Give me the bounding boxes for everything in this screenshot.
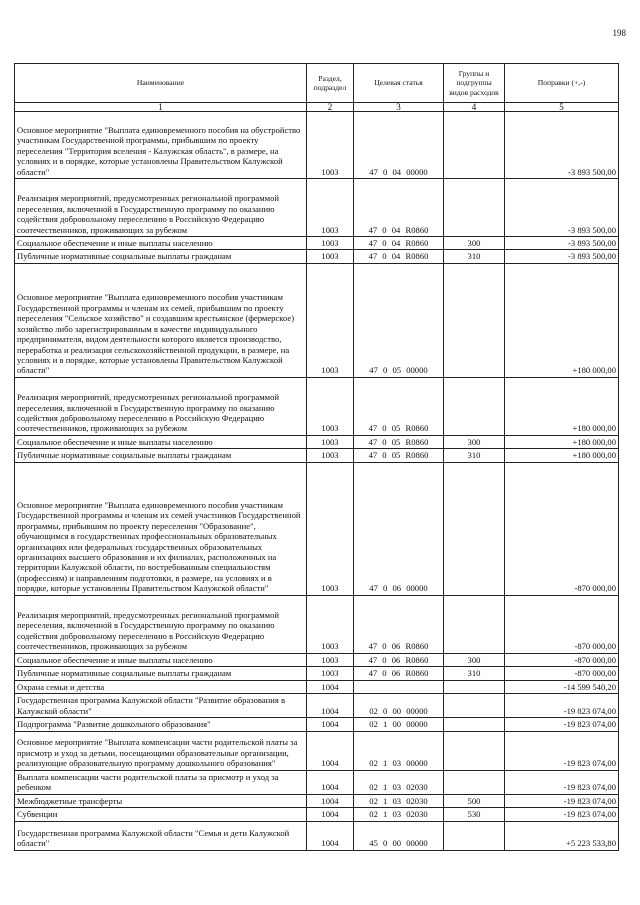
cell-amount: -19 823 074,00 — [505, 731, 619, 770]
cell-amount: -3 893 500,00 — [505, 179, 619, 237]
cell-group — [444, 377, 505, 435]
cell-article: 47 0 06 R0860 — [354, 667, 444, 680]
cell-article: 47 0 04 00000 — [354, 112, 444, 179]
cell-section: 1003 — [307, 653, 354, 666]
budget-amendments-table — [14, 63, 619, 851]
cell-name: Государственная программа Калужской области "Развитие образования в Калужской области" — [15, 694, 307, 718]
cell-amount: -3 893 500,00 — [505, 112, 619, 179]
cell-amount: -19 823 074,00 — [505, 718, 619, 731]
table-row — [15, 250, 619, 263]
cell-article — [354, 680, 444, 693]
cell-name: Основное мероприятие "Выплата единовременного пособия на обустройство участникам Государственной программы, прибывшим по проекту переселения "Территория вселения - Калужская область", в размере, на условиях и в порядке, которые установлены Правительством Калужской области" — [15, 112, 307, 179]
table-row — [15, 680, 619, 693]
cell-name: Реализация мероприятий, предусмотренных региональной программой переселения, включенной в Государственную программу по оказанию содействия добровольному переселению в Российскую Федерацию соотечественников, проживающих за рубежом — [15, 377, 307, 435]
column-number-row — [15, 103, 619, 112]
cell-section: 1003 — [307, 263, 354, 377]
cell-article: 47 0 05 R0860 — [354, 449, 444, 462]
cell-section: 1003 — [307, 667, 354, 680]
cell-group: 530 — [444, 808, 505, 821]
cell-name: Подпрограмма "Развитие дошкольного образования" — [15, 718, 307, 731]
table-row — [15, 462, 619, 595]
cell-amount: -19 823 074,00 — [505, 694, 619, 718]
cell-name: Публичные нормативные социальные выплаты гражданам — [15, 667, 307, 680]
cell-article: 47 0 05 R0860 — [354, 377, 444, 435]
table-row — [15, 263, 619, 377]
cell-group — [444, 263, 505, 377]
cell-section: 1003 — [307, 237, 354, 250]
cell-amount: -870 000,00 — [505, 595, 619, 653]
table-row — [15, 237, 619, 250]
table-row — [15, 179, 619, 237]
table-row — [15, 667, 619, 680]
cell-article: 47 0 06 R0860 — [354, 653, 444, 666]
header-amount: Поправки (+,-) — [505, 64, 619, 103]
cell-group: 300 — [444, 435, 505, 448]
cell-article: 47 0 04 R0860 — [354, 250, 444, 263]
cell-article: 02 1 00 00000 — [354, 718, 444, 731]
table-row — [15, 653, 619, 666]
cell-name: Социальное обеспечение и иные выплаты населению — [15, 435, 307, 448]
cell-group — [444, 731, 505, 770]
column-number: 1 — [15, 103, 307, 112]
cell-name: Выплата компенсации части родительской платы за присмотр и уход за ребенком — [15, 770, 307, 794]
cell-article: 02 1 03 02030 — [354, 770, 444, 794]
table-row — [15, 731, 619, 770]
cell-article: 02 1 03 02030 — [354, 794, 444, 807]
cell-name: Социальное обеспечение и иные выплаты населению — [15, 237, 307, 250]
table-row — [15, 449, 619, 462]
cell-name: Социальное обеспечение и иные выплаты населению — [15, 653, 307, 666]
cell-group — [444, 462, 505, 595]
cell-name: Межбюджетные трансферты — [15, 794, 307, 807]
cell-amount: -14 599 540,20 — [505, 680, 619, 693]
cell-amount: +180 000,00 — [505, 377, 619, 435]
column-number: 3 — [354, 103, 444, 112]
column-number: 2 — [307, 103, 354, 112]
cell-amount: -19 823 074,00 — [505, 808, 619, 821]
table-row — [15, 821, 619, 850]
cell-amount: +180 000,00 — [505, 449, 619, 462]
cell-group — [444, 770, 505, 794]
table-row — [15, 112, 619, 179]
cell-group — [444, 595, 505, 653]
table-row — [15, 595, 619, 653]
cell-article: 45 0 00 00000 — [354, 821, 444, 850]
cell-group: 300 — [444, 237, 505, 250]
cell-section: 1004 — [307, 694, 354, 718]
header-section: Раздел, подраздел — [307, 64, 354, 103]
cell-article: 47 0 04 R0860 — [354, 179, 444, 237]
cell-article: 02 1 03 02030 — [354, 808, 444, 821]
cell-group: 500 — [444, 794, 505, 807]
cell-section: 1003 — [307, 462, 354, 595]
cell-section: 1004 — [307, 731, 354, 770]
cell-name: Основное мероприятие "Выплата компенсации части родительской платы за присмотр и уход за детьми, посещающими образовательные организации, реализующие образовательную программу дошкольного образования" — [15, 731, 307, 770]
cell-group — [444, 680, 505, 693]
cell-article: 02 1 03 00000 — [354, 731, 444, 770]
cell-amount: -19 823 074,00 — [505, 794, 619, 807]
table-row — [15, 377, 619, 435]
header-article: Целевая статья — [354, 64, 444, 103]
cell-article: 47 0 06 R0860 — [354, 595, 444, 653]
column-number: 5 — [505, 103, 619, 112]
page-number: 198 — [612, 28, 626, 38]
table-row — [15, 694, 619, 718]
table-row — [15, 808, 619, 821]
cell-name: Охрана семьи и детства — [15, 680, 307, 693]
cell-section: 1003 — [307, 435, 354, 448]
cell-section: 1003 — [307, 377, 354, 435]
cell-name: Публичные нормативные социальные выплаты гражданам — [15, 250, 307, 263]
cell-name: Основное мероприятие "Выплата единовременного пособия участникам Государственной программы и членам их семей участников Государственной программы, прибывшим по проекту переселения "Образование", обучающимся в государственных профессиональных образовательных организациях или федеральных государственных образовательных организациях высшего образования и их филиалах, расположенных на территории Калужской области, по востребованным специальностям (профессиям) и направлениям подготовки, в размере, на условиях и в порядке, которые установлены Правительством Калужской области" — [15, 462, 307, 595]
cell-group — [444, 821, 505, 850]
column-number: 4 — [444, 103, 505, 112]
table-header-row — [15, 64, 619, 103]
cell-group — [444, 694, 505, 718]
cell-amount: -870 000,00 — [505, 653, 619, 666]
cell-group: 310 — [444, 449, 505, 462]
cell-amount: -3 893 500,00 — [505, 250, 619, 263]
cell-section: 1003 — [307, 449, 354, 462]
cell-section: 1003 — [307, 112, 354, 179]
cell-article: 47 0 05 R0860 — [354, 435, 444, 448]
cell-group: 300 — [444, 653, 505, 666]
cell-amount: -19 823 074,00 — [505, 770, 619, 794]
cell-group: 310 — [444, 667, 505, 680]
cell-name: Субвенции — [15, 808, 307, 821]
cell-section: 1003 — [307, 179, 354, 237]
cell-amount: +5 223 533,80 — [505, 821, 619, 850]
table-row — [15, 435, 619, 448]
cell-amount: -3 893 500,00 — [505, 237, 619, 250]
cell-group: 310 — [444, 250, 505, 263]
cell-article: 47 0 06 00000 — [354, 462, 444, 595]
cell-name: Основное мероприятие "Выплата единовременного пособия участникам Государственной программы и членам их семей, прибывшим по проекту переселения "Сельское хозяйство" и создавшим крестьянское (фермерское) хозяйство либо зарегистрированным в качестве индивидуального предпринимателя, видом деятельности которого является производство, переработка и реализация сельскохозяйственной продукции, в размере, на условиях и в порядке, которые установлены Правительством Калужской области" — [15, 263, 307, 377]
cell-section: 1004 — [307, 821, 354, 850]
cell-name: Публичные нормативные социальные выплаты гражданам — [15, 449, 307, 462]
cell-article: 47 0 05 00000 — [354, 263, 444, 377]
cell-article: 02 0 00 00000 — [354, 694, 444, 718]
table-row — [15, 718, 619, 731]
cell-section: 1004 — [307, 808, 354, 821]
cell-section: 1004 — [307, 770, 354, 794]
cell-group — [444, 718, 505, 731]
cell-name: Реализация мероприятий, предусмотренных региональной программой переселения, включенной в Государственную программу по оказанию содействия добровольному переселению в Российскую Федерацию соотечественников, проживающих за рубежом — [15, 179, 307, 237]
table-row — [15, 794, 619, 807]
cell-section: 1003 — [307, 250, 354, 263]
cell-name: Реализация мероприятий, предусмотренных региональной программой переселения, включенной в Государственную программу по оказанию содействия добровольному переселению в Российскую Федерацию соотечественников, проживающих за рубежом — [15, 595, 307, 653]
cell-group — [444, 112, 505, 179]
cell-article: 47 0 04 R0860 — [354, 237, 444, 250]
cell-section: 1004 — [307, 794, 354, 807]
cell-section: 1004 — [307, 718, 354, 731]
cell-amount: -870 000,00 — [505, 462, 619, 595]
cell-name: Государственная программа Калужской области "Семья и дети Калужской области" — [15, 821, 307, 850]
cell-section: 1003 — [307, 595, 354, 653]
header-group: Группы и подгруппы видов расходов — [444, 64, 505, 103]
header-name: Наименование — [15, 64, 307, 103]
cell-group — [444, 179, 505, 237]
table-row — [15, 770, 619, 794]
cell-amount: -870 000,00 — [505, 667, 619, 680]
cell-amount: +180 000,00 — [505, 435, 619, 448]
cell-amount: +180 000,00 — [505, 263, 619, 377]
cell-section: 1004 — [307, 680, 354, 693]
